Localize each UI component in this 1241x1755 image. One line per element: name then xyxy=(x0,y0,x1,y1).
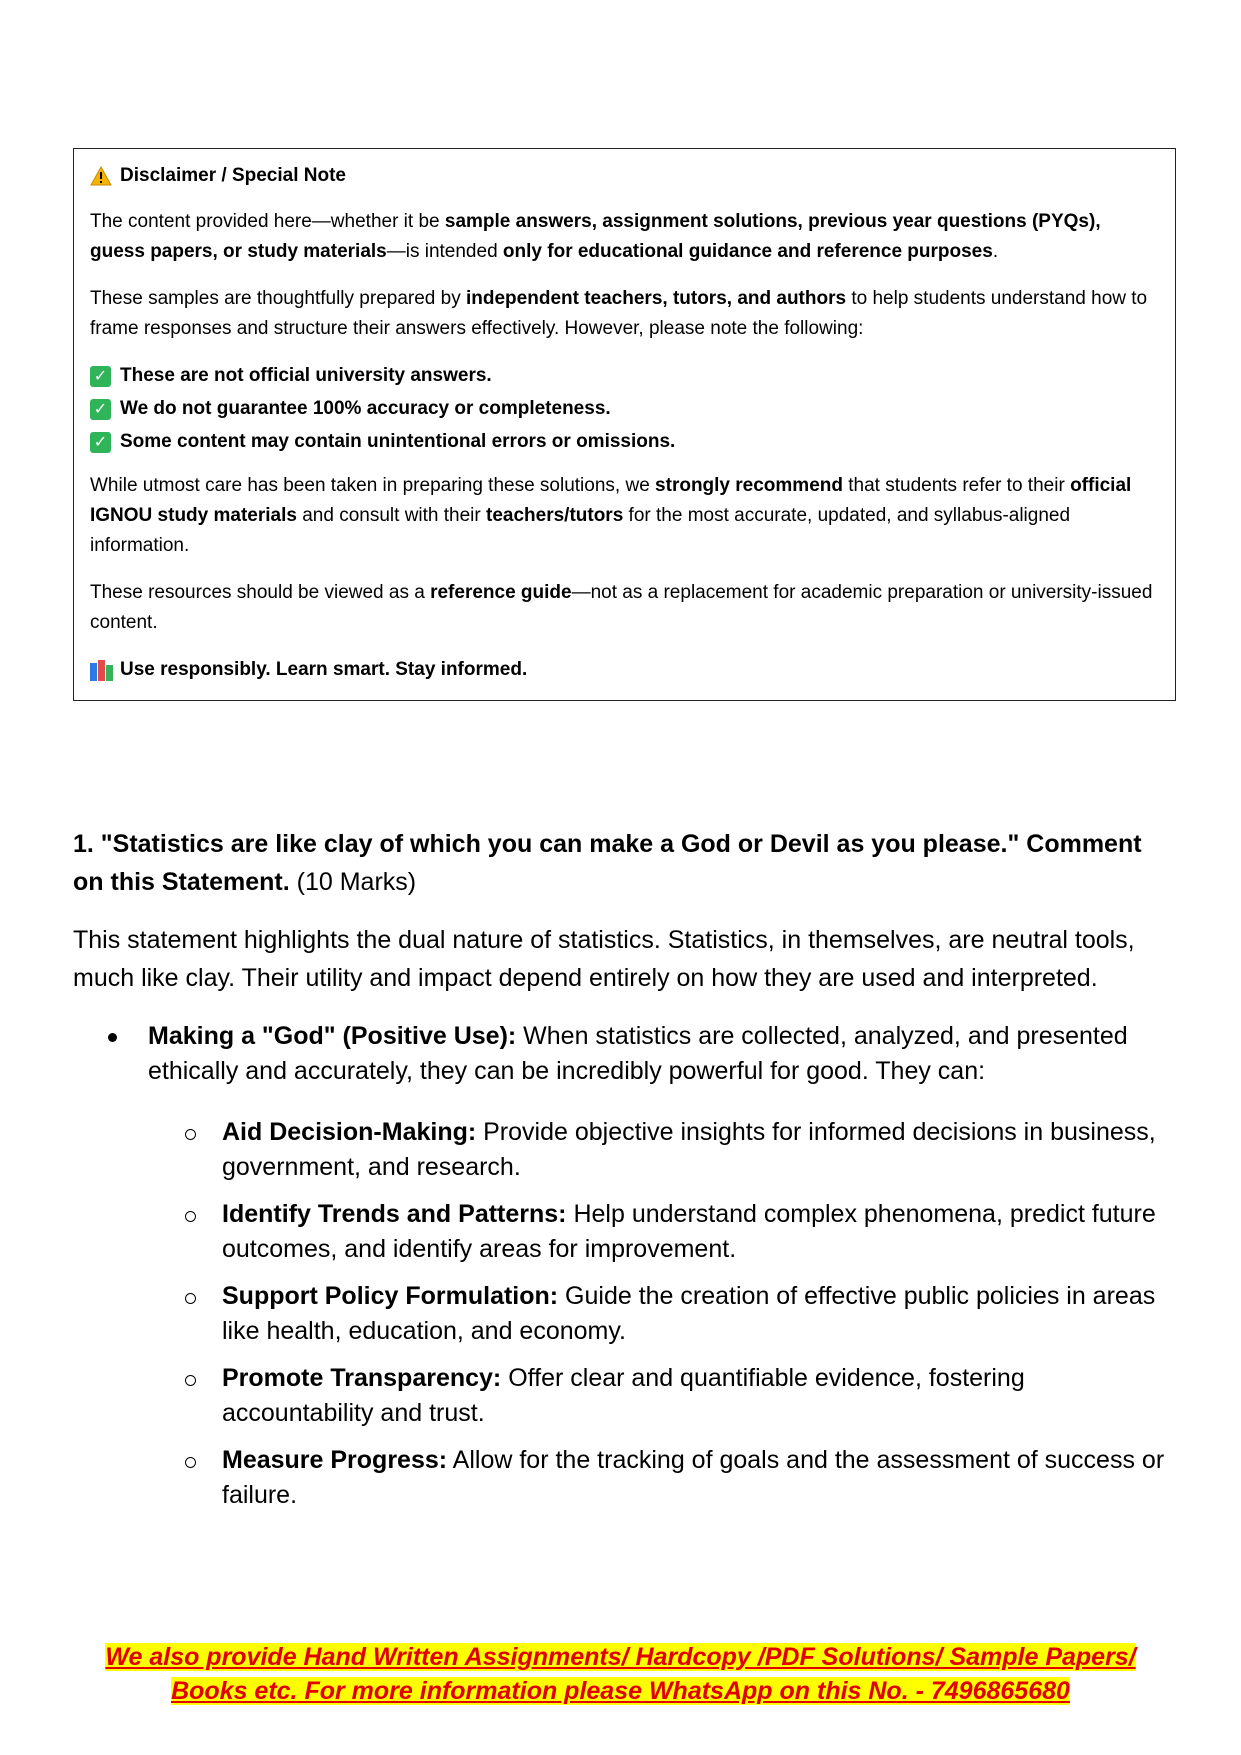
answer-content xyxy=(73,825,1173,1525)
sub-item: Aid Decision-Making: Provide objective insights for informed decisions in business, government, and research. xyxy=(73,1115,1173,1185)
disclaimer-box xyxy=(73,148,1176,701)
question-heading: 1. "Statistics are like clay of which you can make a God or Devil as you please." Comment on this Statement. (10 Marks) xyxy=(73,830,1142,896)
disclaimer-paragraph-3: While utmost care has been taken in preparing these solutions, we strongly recommend that students refer to their official IGNOU study materials and consult with their teachers/tutors for the most accurate, updated, and syllabus-aligned information. xyxy=(90,475,1132,556)
sub-bullet-circle xyxy=(185,1211,196,1222)
disclaimer-paragraph-1: The content provided here—whether it be sample answers, assignment solutions, previous year questions (PYQs), guess papers, or study materials—is intended only for educational guidance and reference purposes. xyxy=(90,211,1101,262)
promo-footer xyxy=(0,1640,1241,1708)
disclaimer-title xyxy=(90,161,1159,191)
check-item: ✓ We do not guarantee 100% accuracy or completeness. xyxy=(90,394,1159,424)
check-item: ✓ Some content may contain unintentional errors or omissions. xyxy=(90,427,1159,457)
sub-bullet-circle xyxy=(185,1293,196,1304)
check-item: ✓ These are not official university answers. xyxy=(90,361,1159,391)
checkmark-icon: ✓ xyxy=(90,399,111,420)
checkmark-icon: ✓ xyxy=(90,366,111,387)
promo-line-2: Books etc. For more information please WhatsApp on this No. - 7496865680 xyxy=(171,1677,1070,1705)
closing-text: Use responsibly. Learn smart. Stay informed. xyxy=(120,659,528,680)
disclaimer-paragraph-4: These resources should be viewed as a reference guide—not as a replacement for academic preparation or university-issued content. xyxy=(90,582,1153,633)
warning-icon xyxy=(90,166,112,186)
check-list xyxy=(90,361,1159,457)
sub-bullet-circle xyxy=(185,1457,196,1468)
disclaimer-title-text: Disclaimer / Special Note xyxy=(120,165,346,186)
disclaimer-paragraph-2: These samples are thoughtfully prepared by independent teachers, tutors, and authors to help students understand how to frame responses and structure their answers effectively. However, please note the following: xyxy=(90,288,1148,339)
bullet-dot xyxy=(108,1033,117,1042)
sub-bullet-circle xyxy=(185,1129,196,1140)
sub-item: Identify Trends and Patterns: Help understand complex phenomena, predict future outcomes, and identify areas for improvement. xyxy=(73,1197,1173,1267)
sub-item: Measure Progress: Allow for the tracking of goals and the assessment of success or failure. xyxy=(73,1443,1173,1513)
promo-line-1: We also provide Hand Written Assignments/ Hardcopy /PDF Solutions/ Sample Papers/ xyxy=(105,1643,1136,1671)
books-icon xyxy=(90,659,114,681)
intro-paragraph: This statement highlights the dual nature of statistics. Statistics, in themselves, are neutral tools, much like clay. Their utility and impact depend entirely on how they are used and interpreted. xyxy=(73,926,1135,992)
disclaimer-closing xyxy=(90,655,1159,685)
sub-item: Support Policy Formulation: Guide the creation of effective public policies in areas like health, education, and economy. xyxy=(73,1279,1173,1349)
sub-bullet-circle xyxy=(185,1375,196,1386)
sub-item: Promote Transparency: Offer clear and quantifiable evidence, fostering accountability and trust. xyxy=(73,1361,1173,1431)
bullet-item: Making a "God" (Positive Use): When statistics are collected, analyzed, and presented ethically and accurately, they can be incredibly powerful for good. They can: xyxy=(73,1019,1173,1089)
checkmark-icon: ✓ xyxy=(90,432,111,453)
